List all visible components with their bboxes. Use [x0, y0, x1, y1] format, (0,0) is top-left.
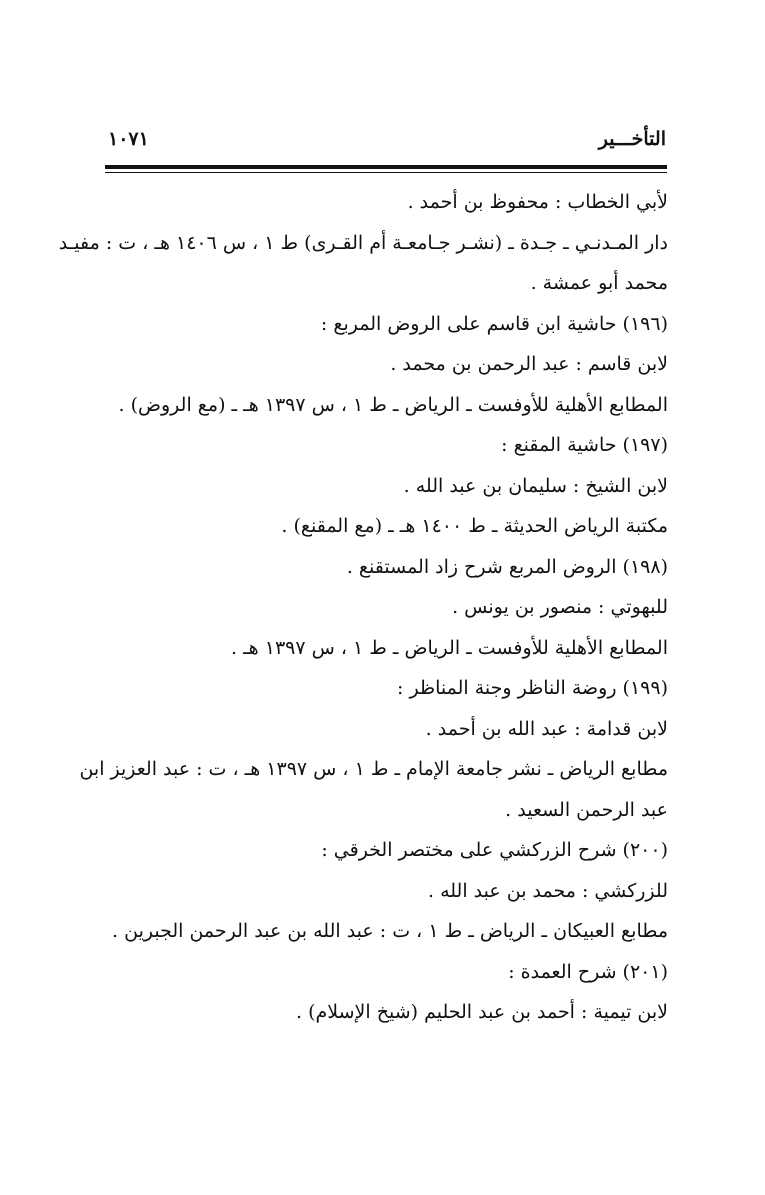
running-title: التأخـــير	[598, 128, 666, 150]
entry-heading: (١٩٧) حاشية المقنع :	[501, 434, 668, 456]
text-line: للزركشي : محمد بن عبد الله .	[428, 879, 668, 902]
text-line: عبد الرحمن السعيد .	[505, 798, 668, 821]
text-line: لابن قاسم : عبد الرحمن بن محمد .	[390, 353, 668, 375]
entry-heading: (٢٠١) شرح العمدة :	[508, 960, 668, 983]
text-line: مطابع الرياض ـ نشر جامعة الإمام ـ ط ١ ، س ١٣٩٧ هـ ، ت : عبد العزيز ابن	[79, 758, 668, 780]
text-line: لابن تيمية : أحمد بن عبد الحليم (شيخ الإسلام) .	[296, 1001, 668, 1023]
entry-heading: (١٩٩) روضة الناظر وجنة المناظر :	[397, 677, 668, 699]
entry-heading: (١٩٦) حاشية ابن قاسم على الروض المربع :	[320, 312, 668, 335]
header-rule-thin	[105, 172, 667, 173]
text-line: المطابع الأهلية للأوفست ـ الرياض ـ ط ١ ، س ١٣٩٧ هـ .	[231, 636, 668, 659]
entry-heading: (٢٠٠) شرح الزركشي على مختصر الخرقي :	[321, 839, 668, 861]
text-line: لابن قدامة : عبد الله بن أحمد .	[425, 717, 668, 740]
text-line: لابن الشيخ : سليمان بن عبد الله .	[403, 474, 668, 497]
text-line: المطابع الأهلية للأوفست ـ الرياض ـ ط ١ ، س ١٣٩٧ هـ ـ (مع الروض) .	[118, 393, 668, 416]
page-header	[108, 120, 666, 160]
text-line: محمد أبو عمشة .	[530, 272, 668, 294]
text-line: مطابع العبيكان ـ الرياض ـ ط ١ ، ت : عبد الله بن عبد الرحمن الجبرين .	[112, 920, 668, 942]
header-rule-thick	[105, 165, 667, 169]
text-line: دار المـدنـي ـ جـدة ـ (نشـر جـامعـة أم القـرى) ط ١ ، س ١٤٠٦ هـ ، ت : مفيـد	[58, 231, 668, 254]
page-number: ١٠٧١	[108, 128, 149, 150]
text-line: لأبي الخطاب : محفوظ بن أحمد .	[407, 191, 668, 213]
text-line: للبهوتي : منصور بن يونس .	[452, 596, 668, 618]
bibliography-text	[58, 182, 668, 1033]
entry-heading: (١٩٨) الروض المربع شرح زاد المستقنع .	[346, 555, 668, 578]
text-line: مكتبة الرياض الحديثة ـ ط ١٤٠٠ هـ ـ (مع المقنع) .	[281, 515, 668, 537]
